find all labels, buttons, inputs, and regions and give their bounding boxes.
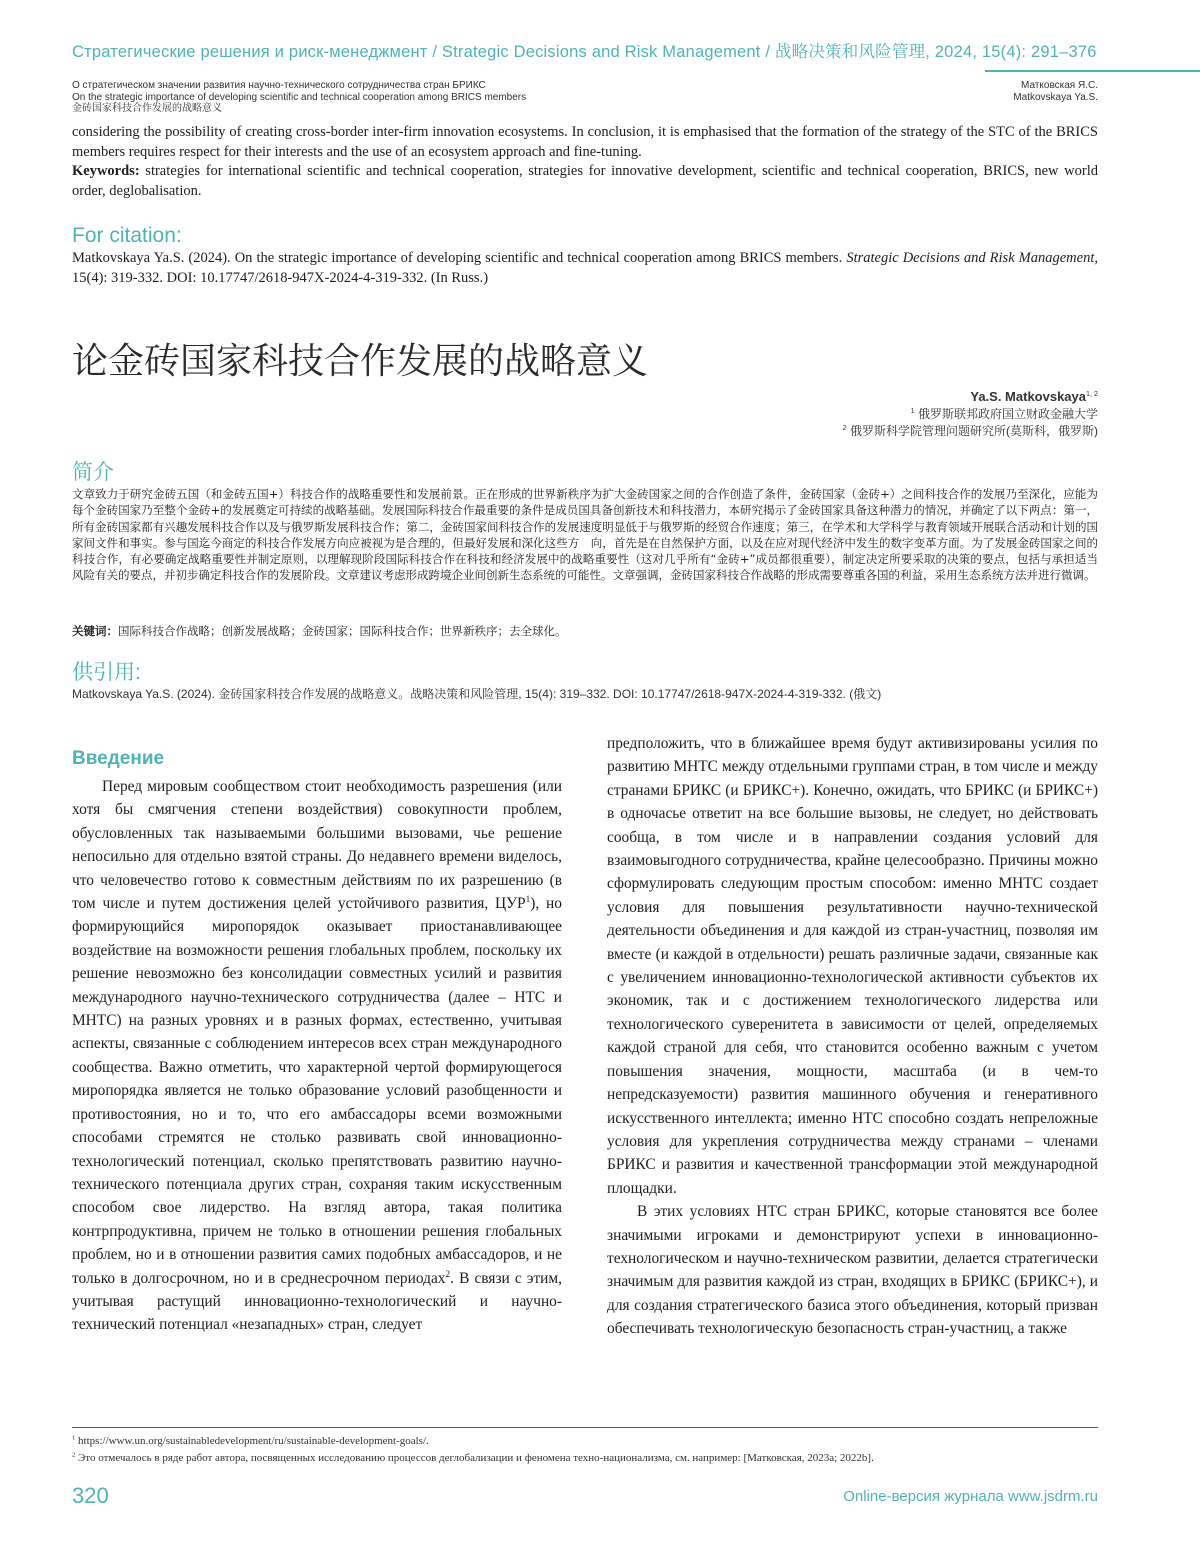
author-name: Ya.S. Matkovskaya: [970, 389, 1086, 404]
keywords-text: strategies for international scientific and technical cooperation, strategies for innovative development, scientific and technical cooperation, BRICS, new world order, deglobalisation.: [72, 163, 1098, 199]
citation-plain: Matkovskaya Ya.S. (2024). On the strategic importance of developing scientific and technical cooperation among BRICS members.: [72, 250, 847, 266]
footnote-1: [72, 1433, 1098, 1450]
footnote-rule: [72, 1427, 1098, 1428]
running-head-author-en: Matkovskaya Ya.S.: [1013, 91, 1098, 103]
cn-citation-heading: 供引用:: [72, 661, 141, 684]
citation-journal: Strategic Decisions and Risk Management: [846, 250, 1095, 266]
citation-heading: For citation:: [72, 224, 182, 247]
affiliation-2: 俄罗斯科学院管理问题研究所(莫斯科，俄罗斯): [846, 424, 1098, 438]
footnote-2-text: Это отмечалось в ряде работ автора, посвященных исследованию процессов деглобализации и феномена техно-национализма, см. например: [Матковская, 2023а; 2022b].: [75, 1452, 874, 1464]
citation-text: [72, 249, 1098, 288]
intro-paragraph-1: [72, 775, 562, 1337]
footnote-2-num: 2: [72, 1451, 76, 1459]
footnote-ref-2[interactable]: 2: [445, 1268, 451, 1279]
cn-title: 论金砖国家科技合作发展的战略意义: [72, 341, 649, 382]
cn-keywords-label: 关键词：: [72, 624, 118, 638]
running-head-en: On the strategic importance of developing scientific and technical cooperation among BRICS members: [72, 91, 527, 103]
intro-text-a: Перед мировым сообществом стоит необходимость разрешения (или хотя бы смягчения степени воздействия) совокупности проблем, обусловленных так называемыми большими вызовами, чье решение непосильно для отдельно взятой страны. До недавнего времени виделось, что человечество готово к совместным действиям по их разрешению (в том числе и путем достижения целей устойчивого развития, ЦУР: [72, 778, 562, 913]
running-head-author-ru: Матковская Я.С.: [1021, 80, 1098, 91]
footnote-1-text[interactable]: https://www.un.org/sustainabledevelopment/ru/sustainable-development-goals/.: [75, 1435, 429, 1447]
aff2-sup: 2: [842, 423, 847, 432]
running-head-ru: О стратегическом значении развития научно-технического сотрудничества стран БРИКС: [72, 80, 486, 91]
intro-heading: Введение: [72, 748, 165, 769]
cn-abstract-heading: 简介: [72, 461, 114, 484]
cn-keywords: [72, 623, 1098, 639]
author-sup: 1, 2: [1086, 389, 1098, 398]
journal-header: Стратегические решения и риск-менеджмент / Strategic Decisions and Risk Management / 战略决策和风险管理, 2024, 15(4): 291–376: [72, 43, 1097, 61]
intro-paragraph-1-cont: предположить, что в ближайшее время будут активизированы усилия по развитию МНТС между отдельными группами стран, в том числе и между странами БРИКС (и БРИКС+). Конечно, ожидать, что БРИКС (и БРИКС+) в одночасье ответит на все большие вызовы, не следует, но действовать сообща, в том числе и в направлении создания условий для взаимовыгодного сотрудничества, крайне целесообразно. Причины можно сформулировать следующим простым способом: именно МНТС создает условия для повышения результативности научно-технической деятельности объединения и для каждой из стран-участниц, позволяя им вместе (и каждой в отдельности) решать различные задачи, связанные как с увеличением инновационно-технологической активности субъектов их экономик, так и с достижением технологического лидерства или технологического суверенитета в зависимости от целей, определяемых каждой страной для себя, что становится особенно важным с учетом повышения значения, мощности, масштаба (и в чем-то непредсказуемости) развития машинного обучения и генеративного искусственного интеллекта; именно НТС способно создать непреложные условия для укрепления сотрудничества между странами – членами БРИКС и развития и качественной трансформации этой международной площадки.: [607, 735, 1098, 1197]
intro-text-c: . В связи с этим, учитывая растущий инновационно-технологический и научно-технический потенциал «незападных» стран, следует: [72, 1269, 563, 1334]
citation-end: , 15(4): 319-332. DOI: 10.17747/2618-947X-2024-4-319-332. (In Russ.): [72, 250, 1098, 286]
column-right: [607, 732, 1098, 1341]
cn-citation: Matkovskaya Ya.S. (2024). 金砖国家科技合作发展的战略意义。战略决策和风险管理, 15(4): 319–332. DOI: 10.17747/2618-947X-2024-4-319-332. (俄文): [72, 687, 882, 701]
author-block: [843, 388, 1098, 440]
header-rule: [985, 70, 1200, 72]
affiliation-1: 俄罗斯联邦政府国立财政金融大学: [914, 407, 1098, 421]
keywords: [72, 162, 1098, 201]
cn-abstract: 文章致力于研究金砖五国（和金砖五国+）科技合作的战略重要性和发展前景。正在形成的世界新秩序为扩大金砖国家之间的合作创造了条件，金砖国家（金砖+）之间科技合作的发展乃至深化，应能为每个金砖国家乃至整个金砖+的发展奠定可持续的战略基础。发展国际科技合作最重要的条件是成员国具备创新技术和科技潜力，本研究揭示了金砖国家具备这种潜力的情况，并确定了以下两点：第一，所有金砖国家都有兴趣发展科技合作以及与俄罗斯发展科技合作；第二，金砖国家间科技合作的发展速度明显低于与俄罗斯的经贸合作速度；第三，在学术和大学科学与教育领域开展联合活动和计划的国家间文件和事实。参与国迄今商定的科技合作发展方向应被视为是合理的，但最好发展和深化这些方 向，首先是在自然保护方面，以及在应对现代经济中发生的数字变革方面。为了发展金砖国家之间的科技合作，有必要确定战略重要性并制定原则，以理解现阶段国际科技合作在科技和经济发展中的战略重要性（这对几乎所有“金砖+”成员都很重要），制定决定所要采取的决策的要点，包括与承担适当风险有关的要点，并初步确定科技合作的发展阶段。文章建议考虑形成跨境企业间创新生态系统的可能性。文章强调，金砖国家科技合作战略的形成需要尊重各国的利益，采用生态系统方法并进行微调。: [72, 487, 1098, 583]
footnote-2: [72, 1450, 1098, 1467]
column-left: [72, 775, 562, 1337]
footnote-ref-1[interactable]: 1: [525, 893, 531, 904]
running-head-left: [72, 80, 692, 115]
footnote-1-num: 1: [72, 1434, 76, 1442]
footnotes: [72, 1433, 1098, 1467]
cn-keywords-text: 国际科技合作战略；创新发展战略；金砖国家；国际科技合作；世界新秩序；去全球化。: [118, 624, 567, 638]
page-number: 320: [72, 1483, 109, 1508]
keywords-label: Keywords:: [72, 163, 140, 179]
aff1-sup: 1: [910, 406, 915, 415]
online-version-link[interactable]: Online-версия журнала www.jsdrm.ru: [843, 1488, 1098, 1505]
running-head-right: [1013, 80, 1098, 103]
intro-paragraph-2: В этих условиях НТС стран БРИКС, которые становятся все более значимыми игроками и демонстрируют успехи в инновационно-технологическом и научно-техническом развитии, делается стратегически значимым для развития каждой из стран, входящих в БРИКС (БРИКС+), и для создания стратегического базиса этого объединения, который призван обеспечивать технологическую безопасность стран-участниц, а также: [607, 1203, 1098, 1338]
intro-text-b: ), но формирующийся миропорядок оказывает приостанавливающее воздействие на возможности решения глобальных проблем, поскольку их решение невозможно без консолидации совместных усилий и развития международного научно-технического сотрудничества (далее – НТС и МНТС) на разных уровнях и в разных формах, естественно, учитывая аспекты, связанные с соблюдением интересов всех стран международного сообщества. Важно отметить, что характерной чертой формирующегося миропорядка является не только образование условий разобщенности и противостояния, но и то, что его амбассадоры всеми возможными способами стремятся не столько развивать свой инновационно-технологический потенциал, сколько препятствовать развитию научно-технического потенциала других стран, сохраняя таким искусственным способом свое лидерство. На взгляд автора, такая политика контрпродуктивна, причем не только в отношении решения глобальных проблем, но и в отношении развития самих подобных амбассадоров, и не только в долгосрочном, но и в среднесрочном периодах: [72, 895, 562, 1287]
abstract-tail: considering the possibility of creating cross-border inter-firm innovation ecosystems. In conclusion, it is emphasised that the formation of the strategy of the STC of the BRICS members requires respect for their interests and the use of an ecosystem approach and fine-tuning.: [72, 124, 1098, 160]
running-head-cn: 金砖国家科技合作发展的战略意义: [72, 103, 222, 114]
